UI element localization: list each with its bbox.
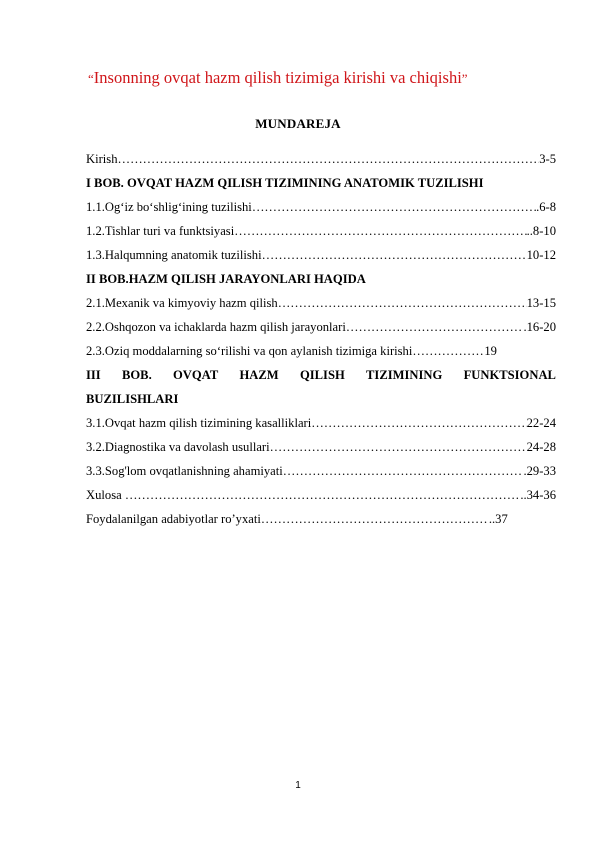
- toc-entry-references: [86, 510, 556, 534]
- toc-entry-pages: 13-15: [526, 296, 556, 310]
- toc-entry-label: 2.1.Mexanik va kimyoviy hazm qilish: [86, 296, 278, 310]
- toc-entry-label: 1.3.Halqumning anatomik tuzilishi: [86, 248, 262, 262]
- toc-entry-pages: .6-8: [536, 200, 556, 214]
- toc-chapter-word: TIZIMINING: [366, 368, 443, 382]
- toc-entry-label: Xulosa: [86, 488, 125, 502]
- toc-entry-conclusion: [86, 486, 556, 510]
- toc-leader-dots: [252, 198, 536, 222]
- toc-chapter-word: HAZM: [239, 368, 279, 382]
- toc-entry-label: Foydalanilgan adabiyotlar ro’yxati: [86, 512, 261, 526]
- toc-entry-1-1: [86, 198, 556, 222]
- toc-entry-pages: ..34-36: [520, 488, 556, 502]
- toc-leader-dots: [234, 222, 526, 246]
- toc-chapter-word: FUNKTSIONAL: [463, 368, 556, 382]
- toc-leader-dots: [270, 438, 527, 462]
- toc-entry-intro: [86, 150, 556, 174]
- toc-leader-dots: [346, 318, 524, 342]
- toc-entry-pages: .16-20: [523, 320, 556, 334]
- toc-leader-dots: [262, 246, 527, 270]
- table-of-contents: [86, 150, 556, 534]
- toc-leader-dots: [412, 342, 484, 366]
- toc-entry-3-2: [86, 438, 556, 462]
- toc-chapter-label: BUZILISHLARI: [86, 392, 179, 406]
- toc-entry-1-3: [86, 246, 556, 270]
- toc-chapter-label: I BOB. OVQAT HAZM QILISH TIZIMINING ANATOMIK TUZILISHI: [86, 176, 484, 190]
- title-close-quote: ”: [461, 71, 468, 86]
- toc-chapter-word: QILISH: [299, 368, 345, 382]
- toc-entry-label: 2.3.Oziq moddalarning so‘rilishi va qon aylanish tizimiga kirishi: [86, 344, 413, 358]
- toc-entry-2-1: [86, 294, 556, 318]
- toc-chapter-word: III: [86, 368, 101, 382]
- toc-entry-pages: 19: [484, 344, 497, 358]
- title-text: Insonning ovqat hazm qilish tizimiga kirishi va chiqishi: [93, 68, 462, 87]
- toc-entry-label: 3.1.Ovqat hazm qilish tizimining kasalliklari: [86, 416, 312, 430]
- toc-entry-pages: 24-28: [526, 440, 556, 454]
- toc-entry-3-1: [86, 414, 556, 438]
- toc-entry-label: 3.2.Diagnostika va davolash usullari: [86, 440, 270, 454]
- toc-leader-dots: [278, 294, 527, 318]
- toc-entry-2-3: [86, 342, 556, 366]
- page-number: 1: [295, 780, 301, 791]
- toc-entry-pages: 22-24: [526, 416, 556, 430]
- toc-chapter-3: [86, 366, 556, 390]
- document-title: [88, 68, 468, 88]
- toc-leader-dots: [125, 486, 520, 510]
- toc-chapter-1: [86, 174, 556, 198]
- toc-entry-label: 1.1.Og‘iz bo‘shlig‘ining tuzilishi: [86, 200, 252, 214]
- toc-leader-dots: [311, 414, 526, 438]
- toc-entry-2-2: [86, 318, 556, 342]
- toc-leader-dots: [117, 150, 539, 174]
- toc-chapter-2: [86, 270, 556, 294]
- toc-entry-pages: .29-33: [523, 464, 556, 478]
- toc-entry-pages: 10-12: [526, 248, 556, 262]
- toc-entry-label: 2.2.Oshqozon va ichaklarda hazm qilish jarayonlari: [86, 320, 346, 334]
- contents-heading: MUNDAREJA: [255, 116, 341, 131]
- toc-entry-3-3: [86, 462, 556, 486]
- toc-chapter-label: II BOB.HAZM QILISH JARAYONLARI HAQIDA: [86, 272, 366, 286]
- toc-leader-dots: [261, 510, 489, 534]
- toc-entry-label: 1.2.Tishlar turi va funktsiyasi: [86, 224, 235, 238]
- toc-entry-pages: 3-5: [539, 152, 556, 166]
- toc-chapter-word: OVQAT: [172, 368, 219, 382]
- toc-entry-label: 3.3.Sog'lom ovqatlanishning ahamiyati: [86, 464, 283, 478]
- toc-entry-pages: ..8-10: [526, 224, 556, 238]
- toc-leader-dots: [283, 462, 524, 486]
- title-open-quote: “: [88, 71, 94, 86]
- toc-chapter-3-continued: [86, 390, 556, 414]
- toc-entry-1-2: [86, 222, 556, 246]
- toc-chapter-word: BOB.: [121, 368, 152, 382]
- toc-entry-pages: ..37: [488, 512, 508, 526]
- toc-entry-label: Kirish: [86, 152, 118, 166]
